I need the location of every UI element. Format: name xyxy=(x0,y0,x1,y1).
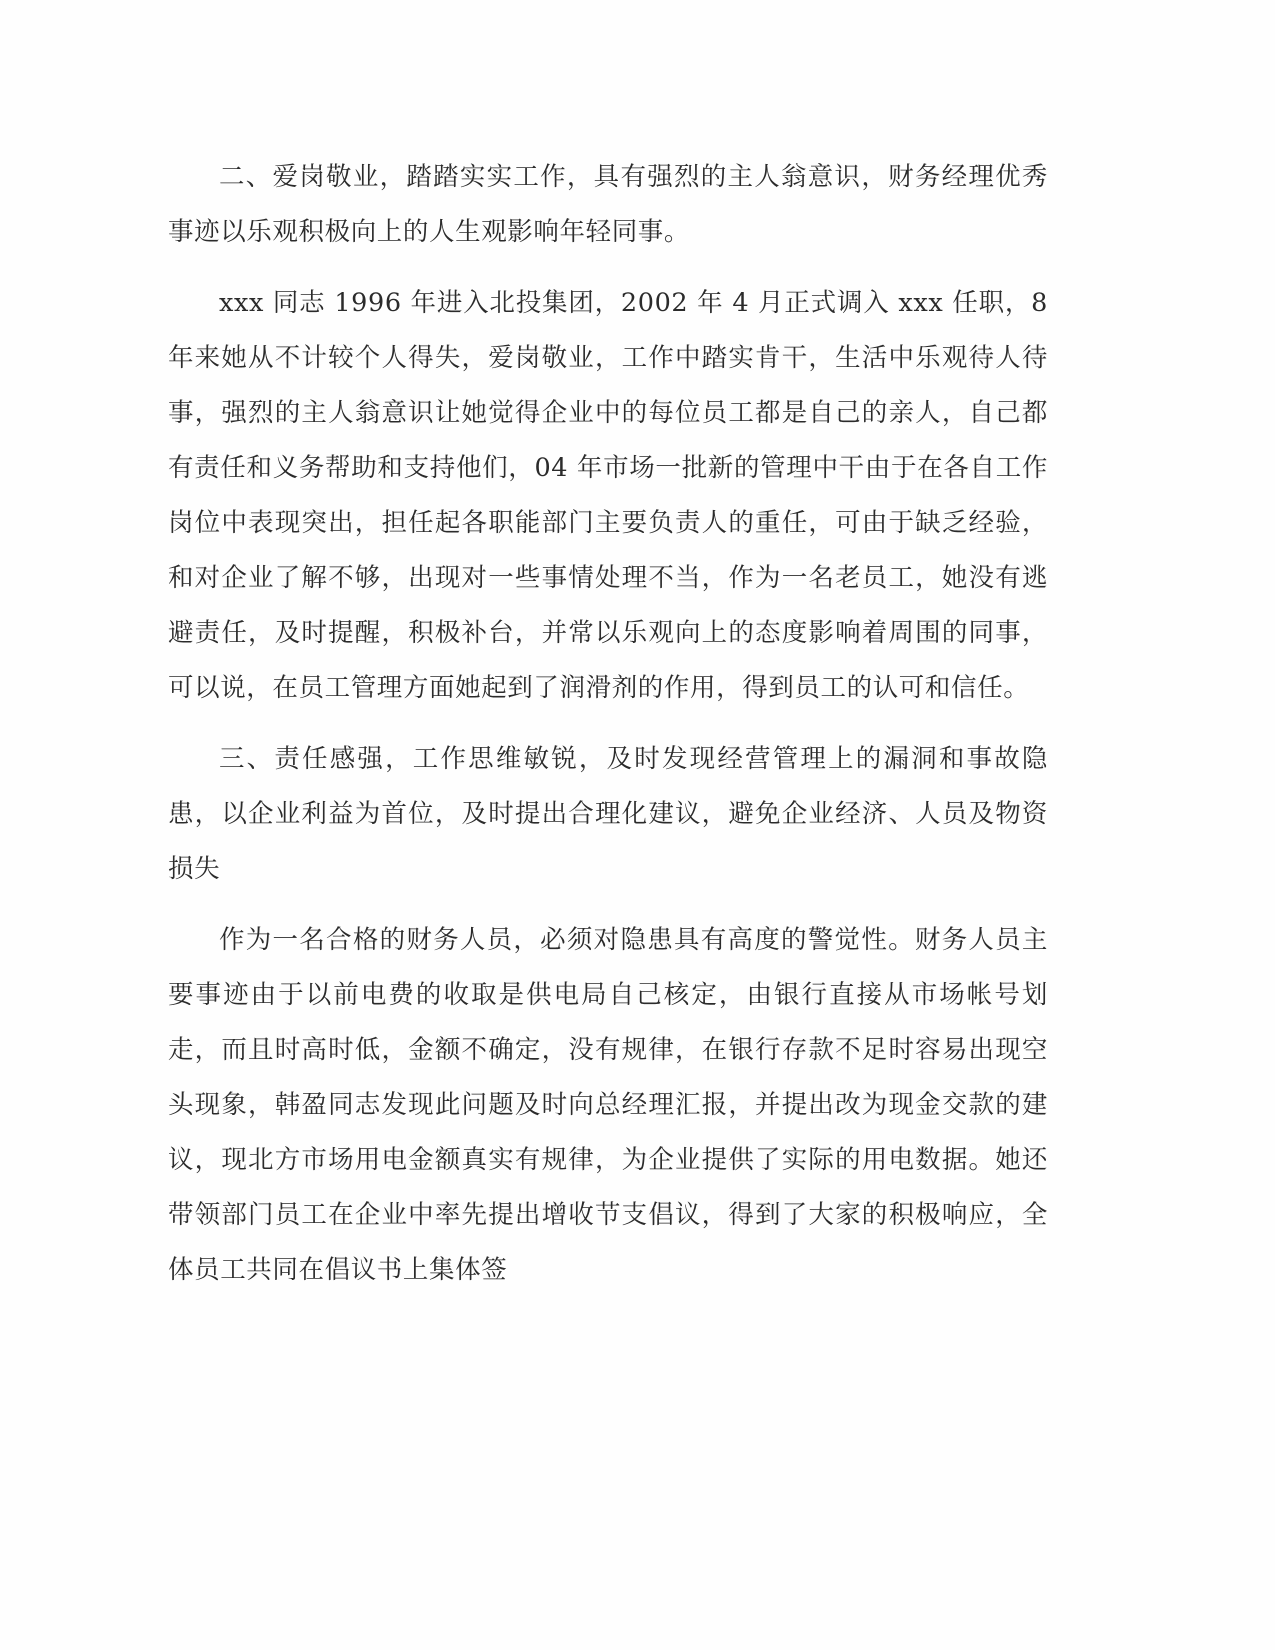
paragraph-section-two-heading: 二、爱岗敬业，踏踏实实工作，具有强烈的主人翁意识，财务经理优秀事迹以乐观积极向上的人生观影响年轻同事。 xyxy=(168,162,1048,247)
paragraph-section-two-body: xxx 同志 1996 年进入北投集团，2002 年 4 月正式调入 xxx 任职，8 年来她从不计较个人得失，爱岗敬业，工作中踏实肯干，生活中乐观待人待事，强烈的主人翁意识让她觉得企业中的每位员工都是自己的亲人，自己都有责任和义务帮助和支持他们，04 年市场一批新的管理中干由于在各自工作岗位中表现突出，担任起各职能部门主要负责人的重任，可由于缺乏经验，和对企业了解不够，出现对一些事情处理不当，作为一名老员工，她没有逃避责任，及时提醒，积极补台，并常以乐观向上的态度影响着周围的同事，可以说，在员工管理方面她起到了润滑剂的作用，得到员工的认可和信任。 xyxy=(168,288,1048,703)
paragraph-spacer xyxy=(168,266,1048,276)
paragraph-spacer xyxy=(168,903,1048,913)
paragraph-section-three-heading: 三、责任感强，工作思维敏锐，及时发现经营管理上的漏洞和事故隐患，以企业利益为首位，及时提出合理化建议，避免企业经济、人员及物资损失 xyxy=(168,744,1048,884)
document-body xyxy=(168,150,1048,1304)
paragraph-spacer xyxy=(168,722,1048,732)
paragraph-section-three-body: 作为一名合格的财务人员，必须对隐患具有高度的警觉性。财务人员主要事迹由于以前电费的收取是供电局自己核定，由银行直接从市场帐号划走，而且时高时低，金额不确定，没有规律，在银行存款不足时容易出现空头现象，韩盈同志发现此问题及时向总经理汇报，并提出改为现金交款的建议，现北方市场用电金额真实有规律，为企业提供了实际的用电数据。她还带领部门员工在企业中率先提出增收节支倡议，得到了大家的积极响应，全体员工共同在倡议书上集体签 xyxy=(168,925,1048,1285)
